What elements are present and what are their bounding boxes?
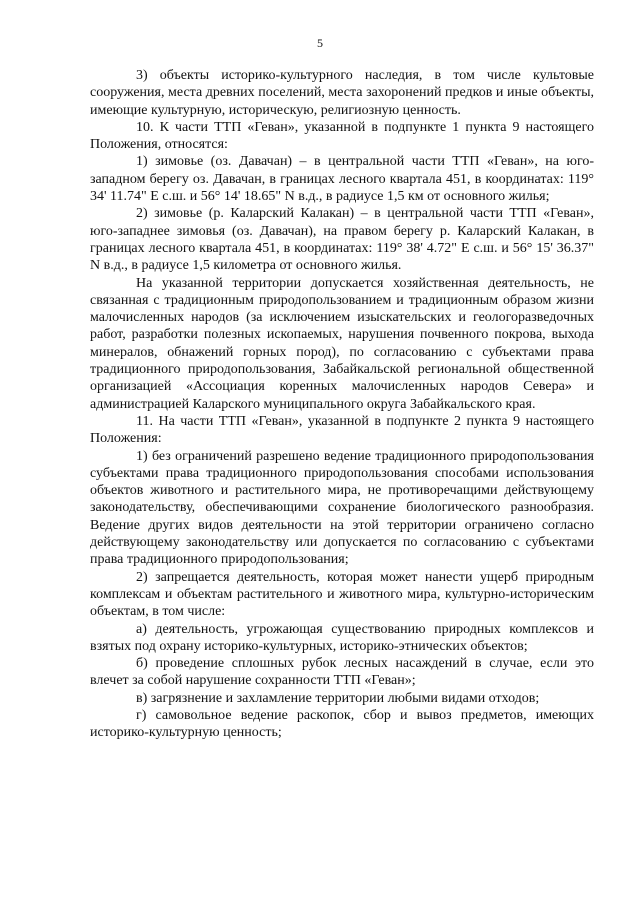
paragraph-item-a: а) деятельность, угрожающая существованию природных комплексов и взятых под охрану историко-культурных, историко-этнических объектов; bbox=[90, 621, 594, 654]
paragraph-prohibited-activity: 2) запрещается деятельность, которая может нанести ущерб природным комплексам и объектам растительного и животного мира, культурно-историческим объектам, в том числе: bbox=[90, 569, 594, 620]
paragraph-item-g: г) самовольное ведение раскопок, сбор и вывоз предметов, имеющих историко-культурную ценность; bbox=[90, 707, 594, 741]
paragraph-item-v: в) загрязнение и захламление территории любыми видами отходов; bbox=[136, 690, 540, 706]
paragraph-winter-hut-kalakan: 2) зимовье (р. Каларский Калакан) – в центральной части ТТП «Геван», юго-западнее зимовья (оз. Давачан), на правом берегу р. Каларский Калакан, в границах лесного квартала 451, в координатах: 119° 38' 4.72" E с.ш. и 56° 15' 36.37" N в.д., в радиусе 1,5 километра от основного жилья. bbox=[90, 206, 594, 274]
paragraph-permitted-activity: На указанной территории допускается хозяйственная деятельность, не связанная с традиционным природопользованием и традиционным образом жизни малочисленных народов (за исключением изыскательских и геологоразведочных работ, разработки полезных ископаемых, нарушения почвенного покрова, выхода минералов, обнажений горных пород), по согласованию с субъектами права традиционного природопользования, Забайкальской региональной общественной организацией «Ассоциация коренных малочисленных народов Севера» и администрацией Каларского муниципального округа Забайкальского края. bbox=[90, 275, 594, 412]
paragraph-clause-10: 10. К части ТТП «Геван», указанной в подпункте 1 пункта 9 настоящего Положения, относятся: bbox=[90, 119, 594, 153]
paragraph-clause-11: 11. На части ТТП «Геван», указанной в подпункте 2 пункта 9 настоящего Положения: bbox=[90, 413, 594, 447]
paragraph-objects-heritage: 3) объекты историко-культурного наследия, в том числе культовые сооружения, места древних поселений, места захоронений предков и иные объекты, имеющие культурную, историческую, религиозную ценность. bbox=[90, 68, 594, 118]
paragraph-item-b: б) проведение сплошных рубок лесных насаждений в случае, если это влечет за собой нарушение сохранности ТТП «Геван»; bbox=[90, 656, 594, 689]
document-body bbox=[90, 67, 594, 742]
paragraph-unrestricted-use: 1) без ограничений разрешено ведение традиционного природопользования субъектами права традиционного природопользования способами использования объектов животного и растительного мира, не противоречащими действующему законодательству, обеспечивающими сохранение биологического разнообразия. Ведение других видов деятельности на этой территории ограничено согласно действующему законодательству или допускается по согласованию с субъектами права традиционного природопользования; bbox=[90, 448, 594, 568]
paragraph-winter-hut-davachan: 1) зимовье (оз. Давачан) – в центральной части ТТП «Геван», на юго-западном берегу оз. Давачан, в границах лесного квартала 451, в координатах: 119° 34' 11.74" E с.ш. и 56° 14' 18.65" N в.д., в радиусе 1,5 км от основного жилья; bbox=[90, 154, 594, 205]
page-number: 5 bbox=[317, 36, 323, 50]
